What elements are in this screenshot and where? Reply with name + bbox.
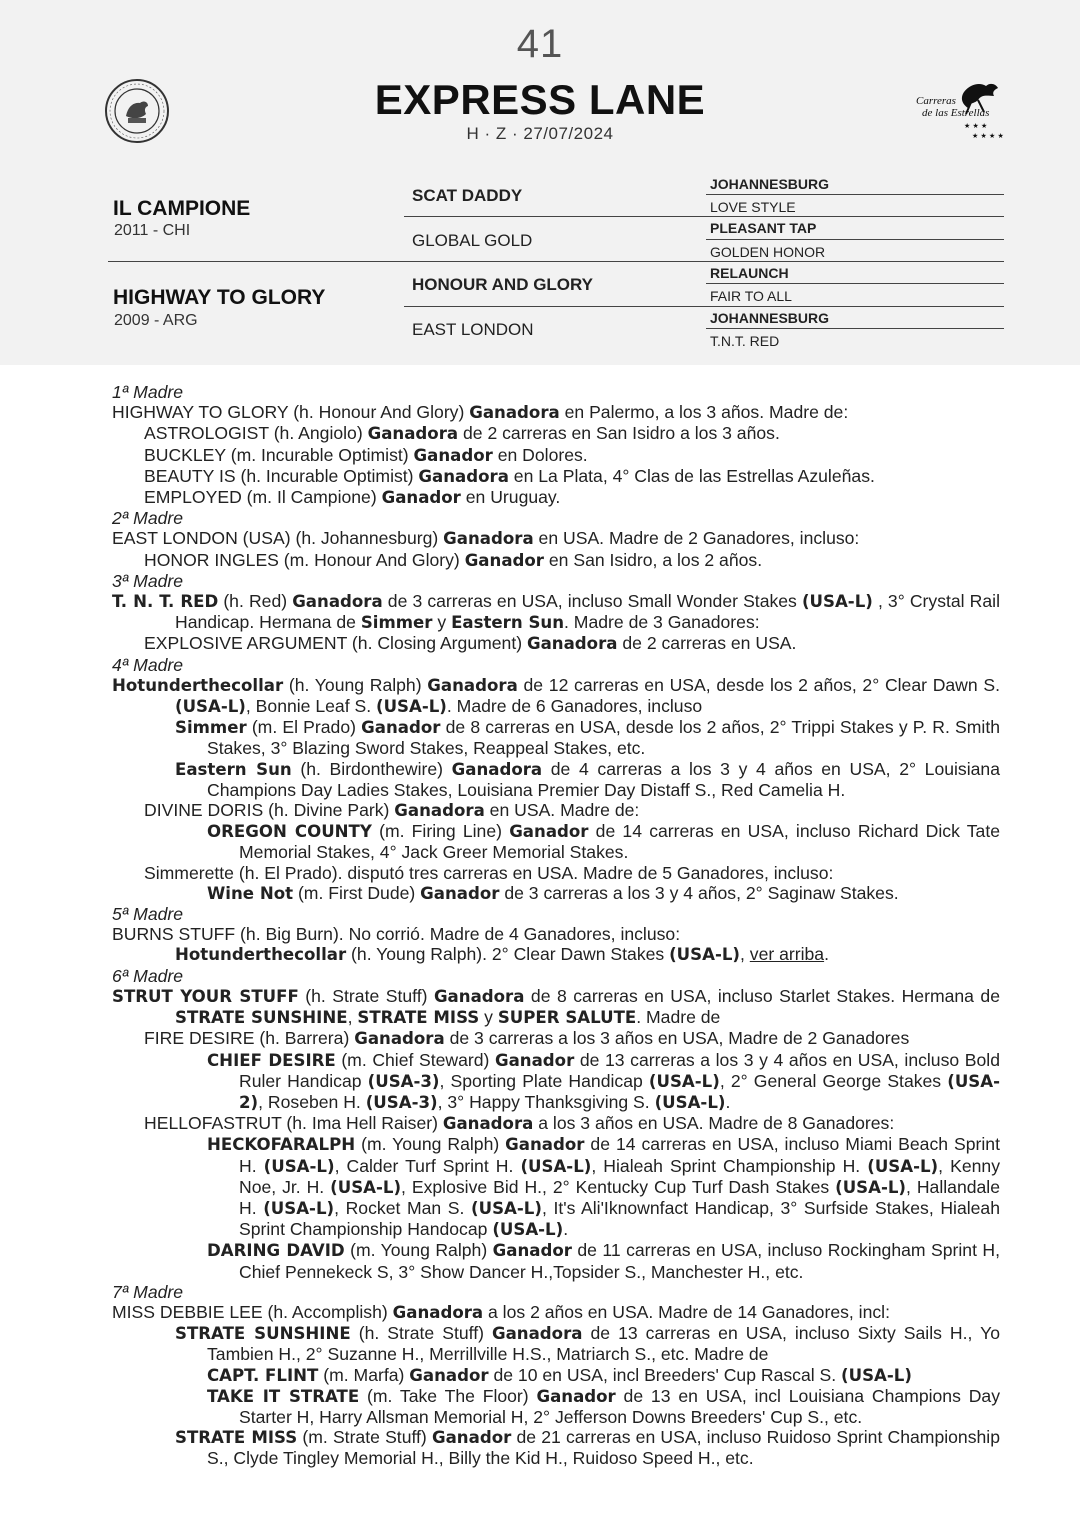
pedigree-paragraph: HIGHWAY TO GLORY (h. Honour And Glory) Ganadora en Palermo, a los 3 años. Madre de:: [112, 402, 849, 423]
estrellas-horse-icon: [912, 78, 1004, 144]
pedigree-paragraph: Simmerette (h. El Prado). disputó tres carreras en USA. Madre de 5 Ganadores, incluso:: [144, 862, 834, 883]
pedigree-paragraph: STRUT YOUR STUFF (h. Strate Stuff) Ganadora de 8 carreras en USA, incluso Starlet Stakes. Hermana de STRATE SUNSHINE, STRATE MISS y SUPER SALUTE. Madre de: [112, 985, 1001, 1028]
pedigree-paragraph: CHIEF DESIRE (m. Chief Steward) Ganador de 13 carreras a los 3 y 4 años en USA, incluso Bold Ruler Handicap (USA-3), Sporting Plate Handicap (USA-L), 2° General George Stakes (USA-2), Roseben H. (USA-3), 3° Happy Thanksgiving S. (USA-L).: [207, 1049, 1000, 1112]
pedigree-divider: [706, 239, 1004, 240]
pedigree-gp-6: FAIR TO ALL: [710, 288, 792, 304]
pedigree-divider: [706, 283, 1004, 284]
pedigree-divider: [706, 194, 1004, 195]
pedigree-gp-4: GOLDEN HONOR: [710, 244, 826, 260]
lot-number: 41: [516, 22, 564, 66]
pedigree-sire-name: IL CAMPIONE: [113, 197, 251, 220]
pedigree-paragraph: DIVINE DORIS (h. Divine Park) Ganadora en USA. Madre de:: [144, 800, 640, 821]
dam-heading: 6ª Madre: [112, 965, 184, 986]
dam-heading: 1ª Madre: [112, 382, 184, 402]
horse-name: EXPRESS LANE: [374, 76, 706, 123]
pedigree-paragraph: EMPLOYED (m. Il Campione) Ganador en Uruguay.: [144, 487, 561, 508]
pedigree-sire-sire: SCAT DADDY: [412, 186, 523, 205]
pedigree-dam-sire: HONOUR AND GLORY: [412, 275, 594, 294]
breeders-cup-seal-icon: [104, 78, 170, 144]
pedigree-gp-8: T.N.T. RED: [710, 333, 780, 349]
pedigree-gp-2: LOVE STYLE: [710, 199, 796, 215]
pedigree-dam-year: 2009 - ARG: [114, 312, 198, 329]
dam-heading: 5ª Madre: [112, 904, 184, 925]
pedigree-paragraph: BURNS STUFF (h. Big Burn). No corrió. Madre de 4 Ganadores, incluso:: [112, 924, 681, 945]
pedigree-paragraph: STRATE MISS (m. Strate Stuff) Ganador de 21 carreras en USA, incluso Ruidoso Sprint Championship S., Clyde Tingley Memorial H., Billy the Kid H., Ruidoso Speed H., etc.: [175, 1427, 1000, 1469]
dam-heading: 7ª Madre: [112, 1281, 184, 1302]
pedigree-divider: [404, 216, 1004, 217]
pedigree-paragraph: HELLOFASTRUT (h. Ima Hell Raiser) Ganadora a los 3 años en USA. Madre de 8 Ganadores:: [144, 1113, 895, 1134]
pedigree-paragraph: ASTROLOGIST (h. Angiolo) Ganadora de 2 carreras en San Isidro a los 3 años.: [144, 423, 780, 444]
pedigree-paragraph: OREGON COUNTY (m. Firing Line) Ganador de 14 carreras en USA, incluso Richard Dick Tate Memorial Stakes, 4° Jack Greer Memorial Stakes.: [207, 821, 1001, 863]
pedigree-sire-dam: GLOBAL GOLD: [412, 231, 533, 250]
pedigree-gp-1: JOHANNESBURG: [710, 176, 830, 192]
svg-text:de las Estrellas: de las Estrellas: [922, 107, 990, 119]
pedigree-gp-7: JOHANNESBURG: [710, 310, 830, 326]
pedigree-paragraph: EAST LONDON (USA) (h. Johannesburg) Ganadora en USA. Madre de 2 Ganadores, incluso:: [112, 528, 860, 549]
pedigree-paragraph: DARING DAVID (m. Young Ralph) Ganador de 11 carreras en USA, incluso Rockingham Sprint H, Chief Pennekeck S, 3° Show Dancer H.,Topsider S., Manchester H., etc.: [207, 1240, 1000, 1282]
pedigree-paragraph: EXPLOSIVE ARGUMENT (h. Closing Argument) Ganadora de 2 carreras en USA.: [144, 633, 797, 654]
horse-info: H · Z · 27/07/2024: [466, 124, 614, 143]
pedigree-paragraph: T. N. T. RED (h. Red) Ganadora de 3 carreras en USA, incluso Small Wonder Stakes (USA-L) , 3° Crystal Rail Handicap. Hermana de Simmer y Eastern Sun. Madre de 3 Ganadores:: [112, 591, 1000, 633]
pedigree-paragraph: Hotunderthecollar (h. Young Ralph). 2° Clear Dawn Stakes (USA-L), ver arriba.: [175, 944, 829, 965]
pedigree-dam-dam: EAST LONDON: [412, 320, 534, 339]
svg-text:★ ★ ★ ★: ★ ★ ★ ★: [972, 132, 1004, 140]
pedigree-paragraph: Eastern Sun (h. Birdonthewire) Ganadora de 4 carreras a los 3 y 4 años en USA, 2° Louisiana Champions Day Ladies Stakes, Louisiana Premier Day Distaff S., Red Camelia H.: [175, 758, 1000, 800]
pedigree-paragraph: Hotunderthecollar (h. Young Ralph) Ganadora de 12 carreras en USA, desde los 2 años, 2° Clear Dawn S. (USA-L), Bonnie Leaf S. (USA-L). Madre de 6 Ganadores, incluso: [112, 674, 1001, 717]
svg-text:Carreras: Carreras: [916, 95, 956, 107]
pedigree-paragraph: Simmer (m. El Prado) Ganador de 8 carreras en USA, desde los 2 años, 2° Trippi Stakes y P. R. Smith Stakes, 3° Blazing Sword Stakes, Reappeal Stakes, etc.: [175, 717, 1000, 759]
dam-heading: 4ª Madre: [112, 654, 184, 675]
pedigree-paragraph: MISS DEBBIE LEE (h. Accomplish) Ganadora a los 2 años en USA. Madre de 14 Ganadores, incl:: [112, 1301, 890, 1322]
pedigree-paragraph: CAPT. FLINT (m. Marfa) Ganador de 10 en USA, incl Breeders' Cup Rascal S. (USA-L): [207, 1364, 912, 1385]
pedigree-divider: [706, 328, 1004, 329]
dam-heading: 3ª Madre: [112, 570, 184, 591]
pedigree-paragraph: STRATE SUNSHINE (h. Strate Stuff) Ganadora de 13 carreras en USA, incluso Sixty Sails H., Yo Tambien H., 2° Suzanne H., Merrillville H.S., Matriarch S., etc. Madre de: [175, 1323, 1000, 1365]
carreras-de-las-estrellas-logo: [912, 78, 1004, 144]
pedigree-paragraph: Wine Not (m. First Dude) Ganador de 3 carreras a los 3 y 4 años, 2° Saginaw Stakes.: [207, 882, 899, 903]
pedigree-divider: [108, 261, 1004, 262]
pedigree-paragraph: TAKE IT STRATE (m. Take The Floor) Ganador de 13 en USA, incl Louisiana Champions Day Starter H, Harry Allsman Memorial H, 2° Jefferson Downs Breeders' Cup S., etc.: [207, 1385, 1000, 1427]
pedigree-paragraph: HONOR INGLES (m. Honour And Glory) Ganador en San Isidro, a los 2 años.: [144, 549, 763, 570]
pedigree-dam-name: HIGHWAY TO GLORY: [113, 286, 326, 309]
pedigree-gp-5: RELAUNCH: [710, 265, 789, 281]
pedigree-sire-year: 2011 - CHI: [114, 222, 191, 239]
dam-heading: 2ª Madre: [112, 508, 184, 529]
produce-record: [112, 382, 1000, 1469]
pedigree-divider: [404, 306, 1004, 307]
pedigree-paragraph: BUCKLEY (m. Incurable Optimist) Ganador en Dolores.: [144, 444, 588, 465]
svg-text:★ ★ ★: ★ ★ ★: [964, 122, 988, 130]
pedigree-band: [0, 160, 1080, 365]
pedigree-paragraph: FIRE DESIRE (h. Barrera) Ganadora de 3 carreras a los 3 años en USA, Madre de 2 Ganadores: [144, 1028, 910, 1049]
pedigree-paragraph: HECKOFARALPH (m. Young Ralph) Ganador de 14 carreras en USA, incluso Miami Beach Sprint H. (USA-L), Calder Turf Sprint H. (USA-L), Hialeah Sprint Championship H. (USA-L), Kenny Noe, Jr. H. (USA-L), Explosive Bid H., 2° Kentucky Cup Turf Dash Stakes (USA-L), Hallandale H. (USA-L), Rocket Man S. (USA-L), It's Ali'Iknownfact Handicap, 3° Surfside Stakes, Hialeah Sprint Championship Handocap (USA-L).: [207, 1134, 1000, 1240]
pedigree-gp-3: PLEASANT TAP: [710, 220, 817, 236]
pedigree-paragraph: BEAUTY IS (h. Incurable Optimist) Ganadora en La Plata, 4° Clas de las Estrellas Azuleñas.: [144, 465, 875, 486]
